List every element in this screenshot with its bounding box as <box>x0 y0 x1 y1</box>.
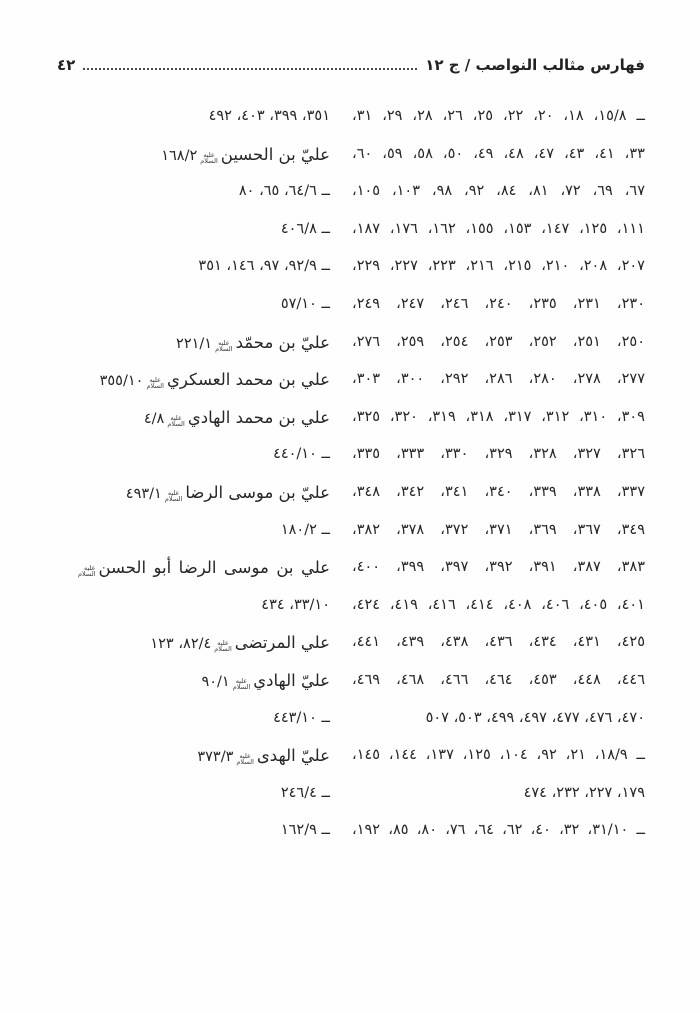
index-line: ــ ٣١/١٠، ٣٢، ٤٠، ٦٢، ٦٤، ٧٦، ٨٠، ٨٥، ١٩٢، <box>352 822 645 839</box>
entry-name: علي بن محمد الهادي <box>187 407 330 427</box>
index-line: ٦٧، ٦٩، ٧٢، ٨١، ٨٤، ٩٢، ٩٨، ١٠٣، ١٠٥، <box>352 183 645 200</box>
entry-reference: ٣٥٥/١٠ <box>99 373 144 390</box>
index-line: ٤٤٦، ٤٤٨، ٤٥٣، ٤٦٤، ٤٦٦، ٤٦٨، ٤٦٩، <box>352 671 645 688</box>
index-entry <box>75 624 330 662</box>
index-entry <box>75 324 330 362</box>
honorific-alayhis-salam: عليه السلام <box>78 564 96 579</box>
index-line: ــ ٤٠٦/٨ <box>280 220 330 237</box>
index-line: ٣٣، ٤١، ٤٣، ٤٧، ٤٨، ٤٩، ٥٠، ٥٨، ٥٩، ٦٠، <box>352 145 645 162</box>
index-line: ٤٠١، ٤٠٥، ٤٠٦، ٤٠٨، ٤١٤، ٤١٦، ٤١٩، ٤٢٤، <box>352 596 645 613</box>
index-line: ١١١، ١٢٥، ١٤٧، ١٥٣، ١٥٥، ١٦٢، ١٧٦، ١٨٧، <box>352 220 645 237</box>
entry-reference: ٨٢/٤، ١٢٣ <box>150 636 212 653</box>
index-line: ــ ٦٤/٦، ٦٥، ٨٠ <box>238 183 330 200</box>
index-column-left <box>75 98 330 850</box>
entry-name: عليّ الهادي <box>253 670 330 690</box>
entry-reference: ٩٠/١ <box>201 673 230 690</box>
page-header <box>0 0 700 74</box>
index-line: ١٧٩، ٢٢٧، ٢٣٢، ٤٧٤ <box>523 784 645 801</box>
entry-name: علي بن موسى الرضا أبو الحسن <box>98 558 330 578</box>
honorific-alayhis-salam: عليه السلام <box>236 752 254 767</box>
index-line: ــ ٩٢/٩، ٩٧، ١٤٦، ٣٥١ <box>198 258 330 275</box>
index-line: ٢٣٠، ٢٣١، ٢٣٥، ٢٤٠، ٢٤٦، ٢٤٧، ٢٤٩، <box>352 295 645 312</box>
index-line: ٢٥٠، ٢٥١، ٢٥٢، ٢٥٣، ٢٥٤، ٢٥٩، ٢٧٦، <box>352 333 645 350</box>
entry-name: عليّ بن محمّد <box>235 332 330 352</box>
entry-reference: ٣٧٣/٣ <box>197 749 234 766</box>
index-line: ــ ٤٤٠/١٠ <box>273 446 330 463</box>
index-line: ٢٠٧، ٢٠٨، ٢١٠، ٢١٥، ٢١٦، ٢٢٣، ٢٢٧، ٢٢٩، <box>352 258 645 275</box>
page-number: ٤٢ <box>57 56 76 74</box>
index-column-right <box>352 98 645 850</box>
index-line: ٣٠٩، ٣١٠، ٣١٢، ٣١٧، ٣١٨، ٣١٩، ٣٢٠، ٣٢٥، <box>352 408 645 425</box>
index-line: ــ ٥٧/١٠ <box>280 295 330 312</box>
index-entry <box>75 662 330 700</box>
index-line: ــ ١٦٢/٩ <box>280 822 330 839</box>
index-line: ــ ٢٤٦/٤ <box>280 784 330 801</box>
column-gutter <box>330 98 352 850</box>
index-line: ــ ١٥/٨، ١٨، ٢٠، ٢٢، ٢٥، ٢٦، ٢٨، ٢٩، ٣١، <box>352 108 645 124</box>
index-line: ٢٧٧، ٢٧٨، ٢٨٠، ٢٨٦، ٢٩٢، ٣٠٠، ٣٠٣، <box>352 371 645 388</box>
index-line: ٣٣/١٠، ٤٣٤ <box>261 596 330 613</box>
entry-reference: ٤٩٣/١ <box>125 485 162 502</box>
index-line: ــ ١٨٠/٢ <box>280 521 330 538</box>
honorific-alayhis-salam: عليه السلام <box>232 676 251 691</box>
entry-name: عليّ بن موسى الرضا <box>185 482 330 502</box>
index-entry <box>75 399 330 437</box>
entry-name: عليّ الهدى <box>256 746 330 766</box>
honorific-alayhis-salam: عليه السلام <box>164 488 183 503</box>
index-entry <box>75 361 330 399</box>
index-line: ٣٣٧، ٣٣٨، ٣٣٩، ٣٤٠، ٣٤١، ٣٤٢، ٣٤٨، <box>352 483 645 500</box>
entry-name: علي بن محمد العسكري <box>166 370 330 390</box>
dotted-leader <box>83 67 417 70</box>
book-title: فهارس مثالب النواصب / ج ١٢ <box>425 56 645 74</box>
index-body <box>0 74 700 850</box>
index-line: ٣٥١، ٣٩٩، ٤٠٣، ٤٩٢ <box>208 108 330 124</box>
index-line: ٤٢٥، ٤٣١، ٤٣٤، ٤٣٦، ٤٣٨، ٤٣٩، ٤٤١، <box>352 634 645 651</box>
index-entry <box>75 474 330 512</box>
honorific-alayhis-salam: عليه السلام <box>215 338 233 353</box>
index-line: ٤٧٠، ٤٧٦، ٤٧٧، ٤٩٧، ٤٩٩، ٥٠٣، ٥٠٧ <box>425 709 645 726</box>
index-line: ٣٤٩، ٣٦٧، ٣٦٩، ٣٧١، ٣٧٢، ٣٧٨، ٣٨٢، <box>352 521 645 538</box>
index-entry <box>75 737 330 775</box>
index-entry <box>75 136 330 174</box>
index-entry <box>75 549 330 587</box>
index-line: ــ ٤٤٣/١٠ <box>273 709 330 726</box>
entry-name: علي المرتضى <box>234 633 330 653</box>
honorific-alayhis-salam: عليه السلام <box>200 150 218 165</box>
entry-reference: ٢٢١/١ <box>176 335 213 352</box>
honorific-alayhis-salam: عليه السلام <box>146 376 164 391</box>
honorific-alayhis-salam: عليه السلام <box>214 639 232 654</box>
honorific-alayhis-salam: عليه السلام <box>167 413 185 428</box>
index-line: ٣٨٣، ٣٨٧، ٣٩١، ٣٩٢، ٣٩٧، ٣٩٩، ٤٠٠، <box>352 559 645 576</box>
entry-reference: ١٦٨/٢ <box>161 147 198 164</box>
entry-name: عليّ بن الحسين <box>220 144 330 164</box>
entry-reference: ٤/٨ <box>143 410 165 427</box>
index-line: ــ ١٨/٩، ٢١، ٩٢، ١٠٤، ١٢٥، ١٣٧، ١٤٤، ١٤٥، <box>352 747 646 764</box>
index-line: ٣٢٦، ٣٢٧، ٣٢٨، ٣٢٩، ٣٣٠، ٣٣٣، ٣٣٥، <box>352 446 645 463</box>
